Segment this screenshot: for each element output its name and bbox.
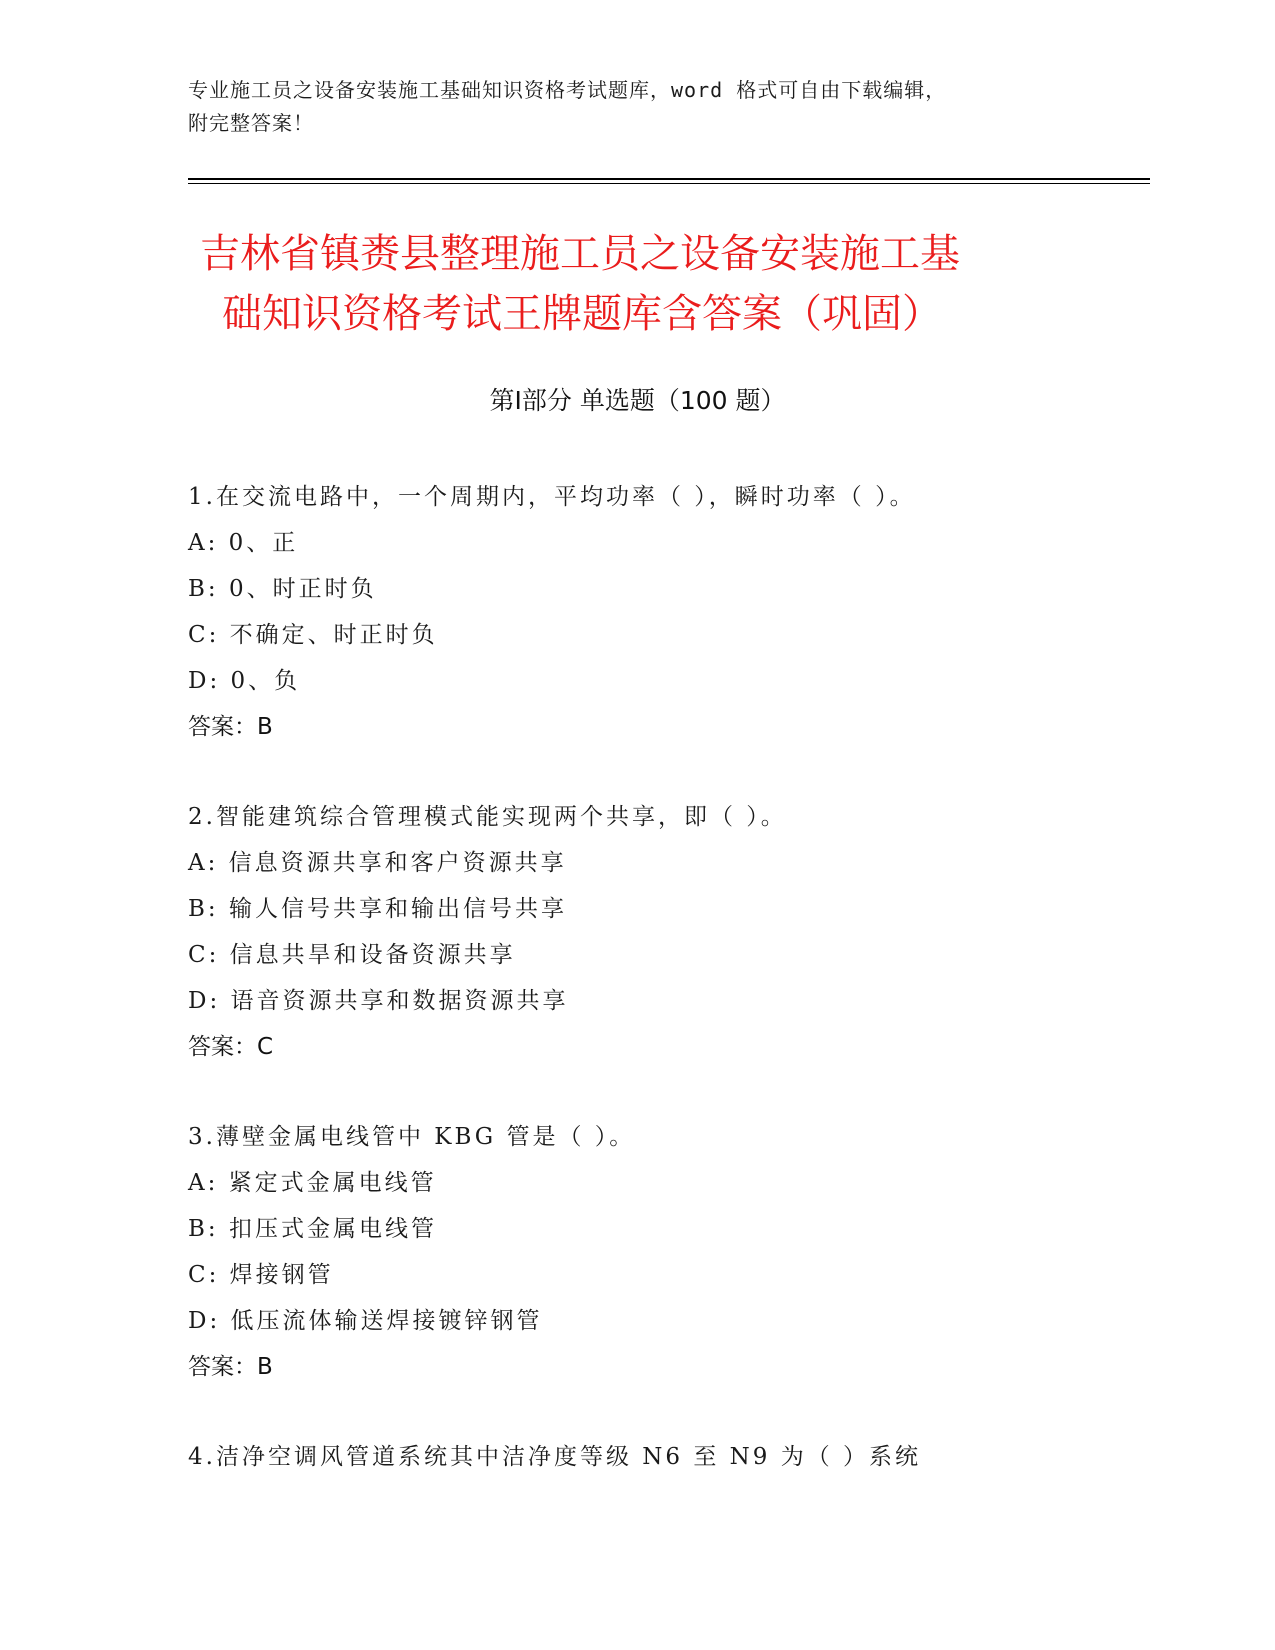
- option-a: A: 紧定式金属电线管: [188, 1170, 437, 1196]
- option-c: C: 不确定、时正时负: [188, 622, 438, 648]
- option-a: A: 信息资源共享和客户资源共享: [188, 850, 567, 876]
- answer-label: 答案：C: [188, 1034, 274, 1060]
- option-c: C: 信息共旱和设备资源共享: [188, 942, 516, 968]
- document-title-line1: 吉林省镇赉县整理施工员之设备安装施工基: [200, 231, 960, 277]
- answer-label: 答案：B: [188, 714, 273, 740]
- question-3: [188, 1114, 1138, 1390]
- option-d: D: 低压流体输送焊接镀锌钢管: [188, 1308, 543, 1334]
- option-d: D: 语音资源共享和数据资源共享: [188, 988, 569, 1014]
- header-divider-thin: [188, 183, 1150, 184]
- question-stem: 3.薄壁金属电线管中 KBG 管是（ ）。: [188, 1124, 636, 1150]
- header-note-line2: 附完整答案！: [188, 111, 314, 135]
- answer-label: 答案：B: [188, 1354, 273, 1380]
- question-stem: 4.洁净空调风管道系统其中洁净度等级 N6 至 N9 为（ ）系统: [188, 1444, 922, 1470]
- option-b: B: 扣压式金属电线管: [188, 1216, 437, 1242]
- document-title: [200, 224, 1080, 344]
- option-c: C: 焊接钢管: [188, 1262, 334, 1288]
- question-stem: 2.智能建筑综合管理模式能实现两个共享，即（ ）。: [188, 804, 787, 830]
- question-list: [188, 474, 1138, 1524]
- section-heading: 第Ⅰ部分 单选题（100 题）: [489, 386, 786, 415]
- document-title-line2: 础知识资格考试王牌题库含答案（巩固）: [222, 291, 942, 337]
- question-4: [188, 1434, 1138, 1480]
- question-1: [188, 474, 1138, 750]
- question-stem: 1.在交流电路中，一个周期内，平均功率（ ），瞬时功率（ ）。: [188, 484, 916, 510]
- header-divider-thick: [188, 178, 1150, 180]
- option-b: B: 0、时正时负: [188, 576, 377, 602]
- option-d: D: 0、负: [188, 668, 301, 694]
- header-note-line1: 专业施工员之设备安装施工基础知识资格考试题库，word 格式可自由下载编辑，: [188, 78, 947, 102]
- header-note: [188, 74, 1088, 140]
- question-2: [188, 794, 1138, 1070]
- option-b: B: 输人信号共享和输出信号共享: [188, 896, 567, 922]
- option-a: A: 0、正: [188, 530, 299, 556]
